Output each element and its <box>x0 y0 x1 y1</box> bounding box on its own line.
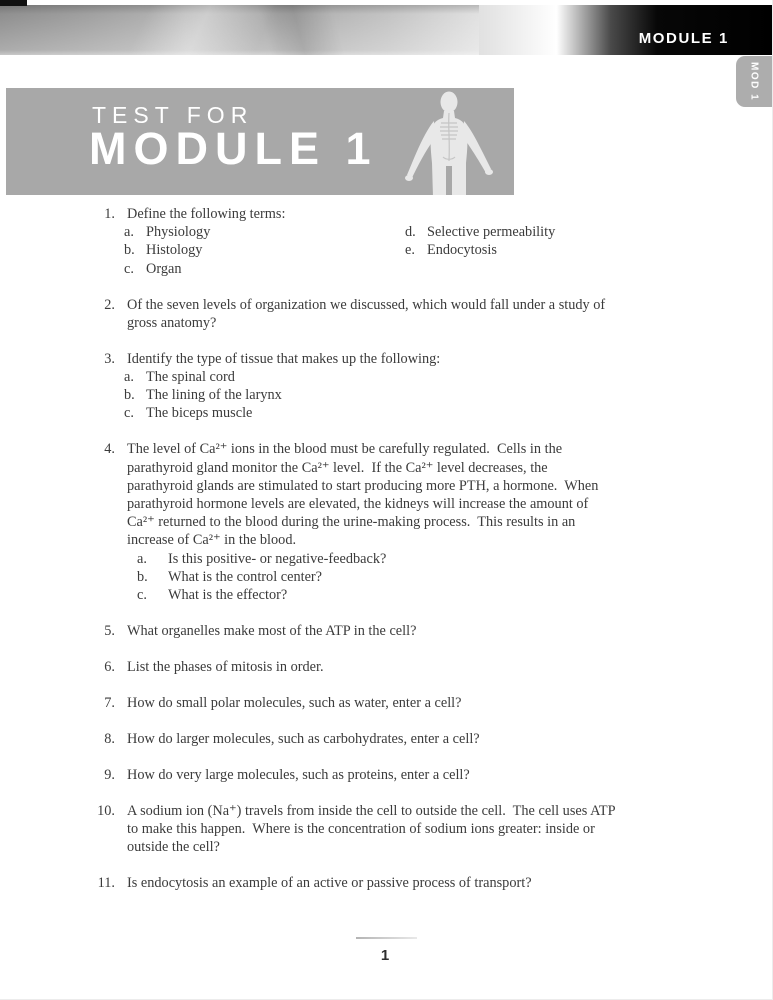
question-line: outside the cell? <box>127 839 220 856</box>
question-10 <box>84 802 734 857</box>
question-line: parathyroid hormone levels are elevated, the kidneys will increase the amount of <box>127 496 589 513</box>
question-line: The level of Ca²⁺ ions in the blood must be carefully regulated. Cells in the <box>127 441 563 458</box>
question-body <box>115 350 734 423</box>
question-line: How do small polar molecules, such as water, enter a cell? <box>127 695 462 712</box>
sub-item-text: Endocytosis <box>427 242 497 259</box>
question-body <box>115 694 734 712</box>
question-body <box>115 622 734 640</box>
top-module-bar <box>0 5 773 55</box>
question-number: 7. <box>104 695 115 712</box>
question-number: 9. <box>104 767 115 784</box>
question-number: 10. <box>97 803 115 820</box>
sub-item-letter: a. <box>124 224 134 241</box>
sub-item-text: Histology <box>146 242 203 259</box>
sub-item <box>405 223 734 241</box>
question-line: Of the seven levels of organization we discussed, which would fall under a study of <box>127 296 606 313</box>
sub-item <box>127 550 734 568</box>
sub-item-letter: a. <box>124 369 134 386</box>
question-line: What organelles make most of the ATP in the cell? <box>127 623 417 640</box>
question-7 <box>84 694 734 712</box>
question-6 <box>84 658 734 676</box>
question-line: increase of Ca²⁺ in the blood. <box>127 532 297 549</box>
question-line: parathyroid gland monitor the Ca²⁺ level. If the Ca²⁺ level decreases, the <box>127 459 548 476</box>
question-body <box>115 440 734 604</box>
question-number: 6. <box>104 659 115 676</box>
question-line: Is endocytosis an example of an active or passive process of transport? <box>127 875 532 892</box>
sub-item-text: Organ <box>146 260 182 277</box>
question-number: 11. <box>97 875 115 892</box>
question-4 <box>84 440 734 604</box>
test-title-banner <box>6 88 514 195</box>
sub-item <box>127 568 734 586</box>
question-number: 5. <box>104 623 115 640</box>
sub-item-text: Selective permeability <box>427 224 556 241</box>
question-number: 8. <box>104 731 115 748</box>
sub-column-left <box>124 223 408 278</box>
sub-item-text: What is the effector? <box>168 587 288 604</box>
banner-title: MODULE 1 <box>89 123 378 174</box>
question-line: List the phases of mitosis in order. <box>127 659 324 676</box>
module-side-tab <box>736 56 772 107</box>
scan-corner-mark <box>0 0 27 6</box>
top-module-label: MODULE 1 <box>638 30 729 47</box>
question-11 <box>84 874 734 892</box>
sub-item-text: The biceps muscle <box>146 405 253 422</box>
footer-divider <box>356 937 417 939</box>
question-line: Identify the type of tissue that makes up the following: <box>127 350 441 367</box>
question-body <box>115 802 734 857</box>
question-line: A sodium ion (Na⁺) travels from inside the cell to outside the cell. The cell uses ATP <box>127 803 616 820</box>
sub-item-letter: d. <box>405 224 416 241</box>
question-2 <box>84 296 734 332</box>
question-number: 4. <box>104 441 115 458</box>
question-3 <box>84 350 734 423</box>
sub-item <box>124 386 734 404</box>
sub-item-letter: b. <box>124 242 135 259</box>
sub-item <box>405 241 734 259</box>
sub-item-letter: b. <box>137 568 148 585</box>
banner-kicker: TEST FOR <box>92 102 254 128</box>
question-1 <box>84 205 734 278</box>
sub-item-letter: c. <box>124 405 134 422</box>
sub-item-text: Physiology <box>146 224 211 241</box>
sub-item <box>124 368 734 386</box>
sub-item-letter: e. <box>405 242 415 259</box>
sub-item-text: What is the control center? <box>168 568 323 585</box>
question-number: 1. <box>104 206 115 222</box>
sub-item-text: The lining of the larynx <box>146 387 282 404</box>
page-number: 1 <box>380 947 390 964</box>
question-body <box>115 658 734 676</box>
question-line: gross anatomy? <box>127 314 217 331</box>
side-tab-label: MOD 1 <box>748 61 760 102</box>
question-body <box>115 730 734 748</box>
question-line: How do larger molecules, such as carbohydrates, enter a cell? <box>127 731 480 748</box>
question-9 <box>84 766 734 784</box>
question-line: How do very large molecules, such as proteins, enter a cell? <box>127 767 470 784</box>
question-5 <box>84 622 734 640</box>
header-photo-strip <box>0 5 479 55</box>
sub-item-group <box>127 550 734 605</box>
question-line: Ca²⁺ returned to the blood during the urine-making process. This results in an <box>127 514 576 531</box>
question-line: Define the following terms: <box>127 206 286 222</box>
question-body <box>115 296 734 332</box>
question-8 <box>84 730 734 748</box>
sub-item <box>124 404 734 422</box>
question-body <box>115 766 734 784</box>
question-list <box>84 205 734 910</box>
sub-item-letter: a. <box>137 550 147 567</box>
sub-item-letter: c. <box>137 587 147 604</box>
sub-item-letter: b. <box>124 387 135 404</box>
sub-item <box>124 260 408 278</box>
sub-item-letter: c. <box>124 260 134 277</box>
sub-item <box>124 223 408 241</box>
anatomical-human-figure-icon <box>390 91 508 195</box>
question-line: parathyroid glands are stimulated to start producing more PTH, a hormone. When <box>127 477 599 494</box>
question-number: 3. <box>104 350 115 367</box>
question-body <box>115 874 734 892</box>
sub-item <box>127 586 734 604</box>
sub-item <box>124 241 408 259</box>
question-number: 2. <box>104 296 115 313</box>
question-line: to make this happen. Where is the concentration of sodium ions greater: inside or <box>127 821 595 838</box>
sub-item-text: The spinal cord <box>146 369 235 386</box>
sub-column-right <box>405 223 734 278</box>
sub-item-text: Is this positive- or negative-feedback? <box>168 550 387 567</box>
question-body <box>115 205 734 278</box>
sub-item-columns <box>124 223 734 278</box>
